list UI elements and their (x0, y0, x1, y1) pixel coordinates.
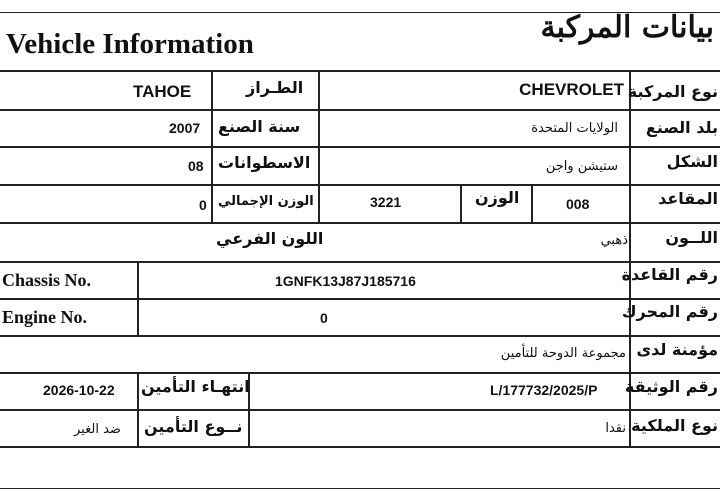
shape-label: الشكل (666, 152, 718, 171)
grid-line (137, 261, 139, 335)
grid-line (0, 70, 720, 72)
grid-line (211, 70, 213, 222)
year-value: 2007 (169, 120, 201, 136)
grid-line (0, 335, 720, 337)
grid-line (0, 372, 720, 374)
cylinders-label: الاسطوانات (218, 153, 311, 172)
insurance-expiry-label: انتهـاء التأمين (141, 377, 250, 396)
policy-label: رقم الوثيقة (624, 377, 718, 396)
ownership-value: نقدا (605, 421, 626, 436)
title-english: Vehicle Information (6, 28, 254, 60)
grid-line (0, 409, 720, 411)
color-value: ذهبي (600, 233, 628, 248)
grid-line (0, 446, 720, 448)
grid-line (0, 222, 720, 224)
title-arabic: بيانات المركبة (540, 10, 714, 45)
origin-value: الولايات المتحدة (531, 121, 618, 136)
origin-label: بلد الصنع (645, 118, 718, 137)
insurer-label: مؤمنة لدى (636, 340, 718, 359)
vehicle-type-label: نوع المركبة (627, 82, 718, 101)
vehicle-type-value: CHEVROLET (519, 80, 624, 99)
engine-value: 0 (320, 310, 328, 326)
grid-line (0, 298, 720, 300)
grid-line (460, 184, 462, 222)
sub-color-label: اللون الفرعي (216, 229, 324, 248)
chassis-value: 1GNFK13J87J185716 (275, 273, 416, 289)
ownership-label: نوع الملكية (631, 416, 718, 435)
grid-line (0, 109, 720, 111)
grid-line (0, 146, 720, 148)
grid-line (0, 261, 720, 263)
insurance-type-label: نــوع التأمين (144, 417, 243, 436)
year-label: سنة الصنع (218, 117, 301, 136)
chassis-label-en: Chassis No. (2, 270, 92, 290)
insurer-value: مجموعة الدوحة للتأمين (500, 346, 626, 361)
model-label: الطـراز (246, 78, 304, 97)
gross-weight-label: الوزن الإجمالي (218, 194, 314, 209)
grid-line (137, 372, 139, 446)
color-label: اللــون (665, 228, 718, 247)
weight-label: الوزن (475, 188, 520, 207)
cylinders-value: 08 (188, 158, 204, 174)
shape-value: ستيشن واجن (545, 159, 618, 174)
seats-label: المقاعد (658, 189, 718, 208)
gross-weight-value: 0 (199, 197, 207, 213)
grid-line (318, 70, 320, 222)
insurance-type-value: ضد الغير (74, 422, 121, 437)
insurance-expiry-value: 2026-10-22 (43, 382, 115, 398)
grid-line (0, 184, 720, 186)
model-value: TAHOE (133, 82, 192, 101)
weight-value: 3221 (370, 194, 402, 210)
engine-label-en: Engine No. (2, 307, 88, 327)
bottom-rule (0, 488, 720, 489)
chassis-label-ar: رقم القاعدة (621, 265, 718, 284)
grid-line (531, 184, 533, 222)
engine-label-ar: رقم المحرك (621, 302, 718, 321)
top-rule (0, 12, 720, 13)
policy-value: L/177732/2025/P (490, 382, 598, 398)
seats-value: 008 (566, 196, 590, 212)
